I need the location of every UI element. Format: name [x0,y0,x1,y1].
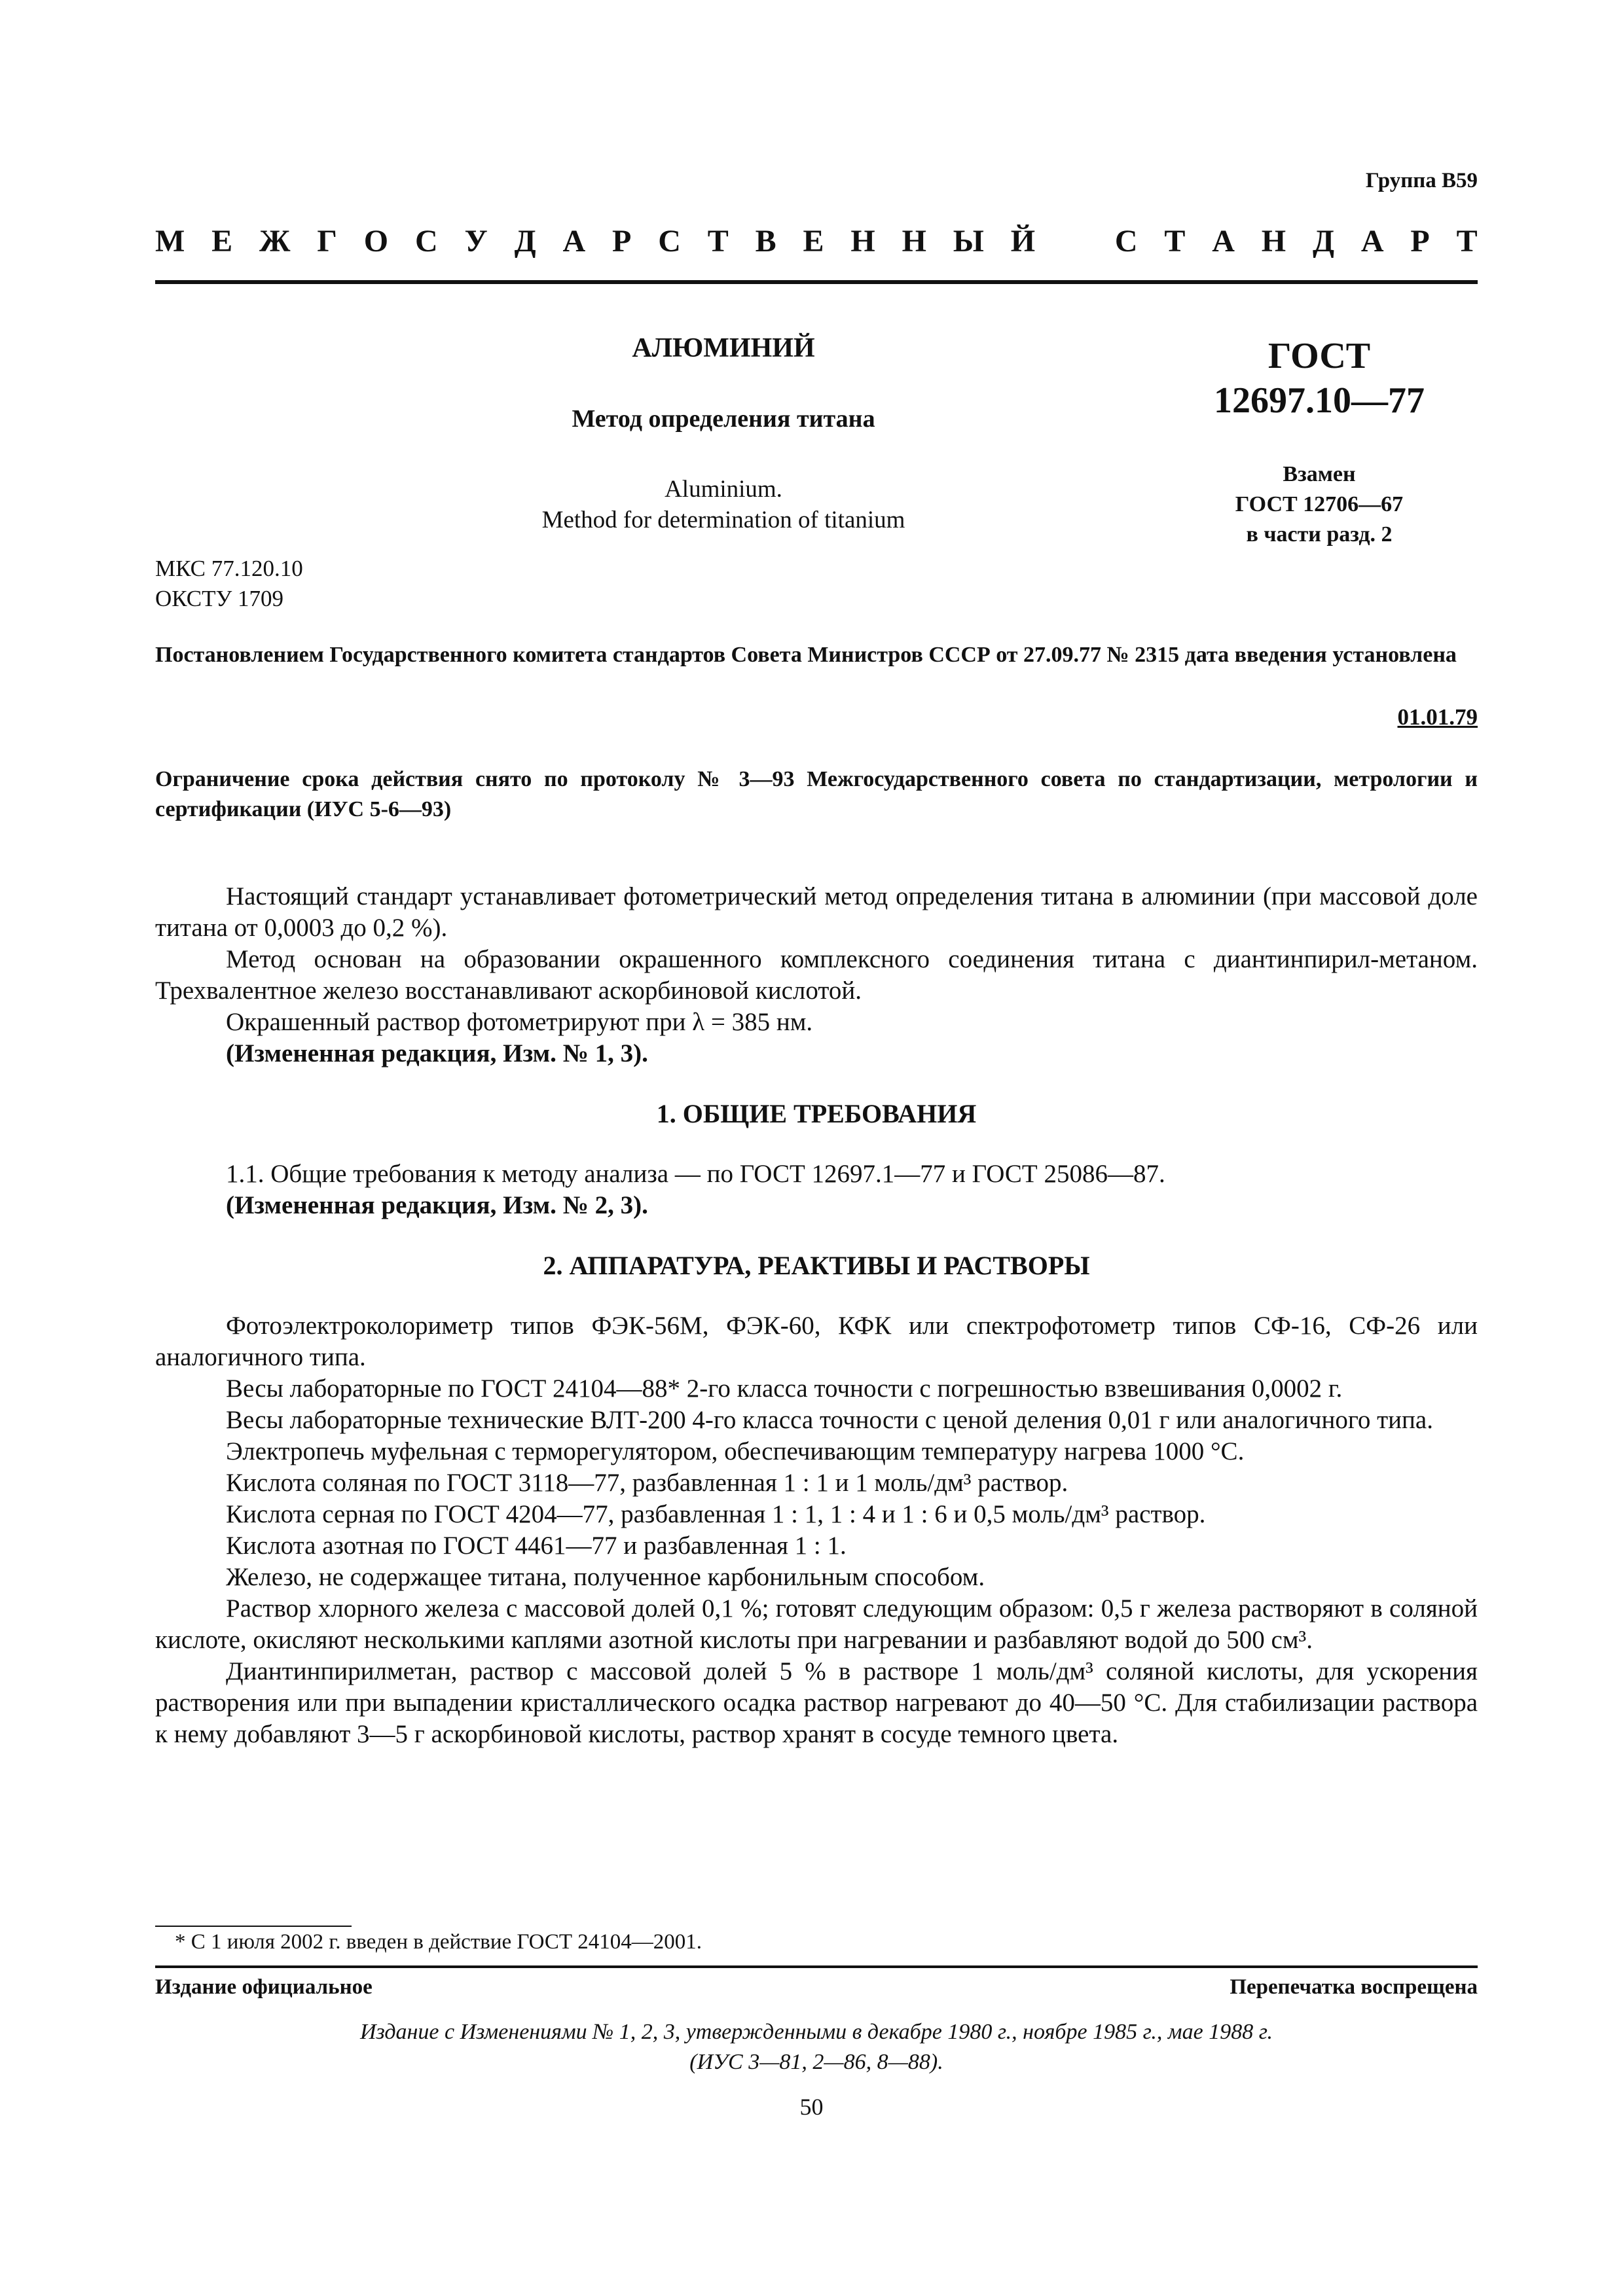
classification-codes [155,554,303,614]
replaces-line: в части разд. 2 [1246,522,1393,547]
document-title: АЛЮМИНИЙ [632,333,815,363]
header-letter: М [155,223,185,259]
header-letter: Н [1261,223,1286,259]
header-letter: Т [707,223,729,259]
header-letter: С [658,223,681,259]
replaces-line: ГОСТ 12706—67 [1235,492,1404,516]
section-heading: 1. ОБЩИЕ ТРЕБОВАНИЯ [656,1099,977,1128]
header-letter: А [562,223,586,259]
restriction-note: Ограничение срока действия снято по протоколу № 3—93 Межгосударственного совета по стандартизации, метрологии и сертификации (ИУС 5-6—93) [155,767,1478,821]
list-item: Кислота серная по ГОСТ 4204—77, разбавленная 1 : 1, 1 : 4 и 1 : 6 и 0,5 моль/дм³ раствор. [226,1500,1206,1528]
paragraph: Метод основан на образовании окрашенного комплексного соединения титана с диантинпирил-метаном. Трехвалентное железо восстанавливают аскорбиновой кислотой. [155,945,1478,1005]
replaces-line: Взамен [1283,462,1356,486]
list-item: Кислота азотная по ГОСТ 4461—77 и разбавленная 1 : 1. [226,1532,847,1560]
header-letter: Н [850,223,875,259]
header-letter: Р [1410,223,1430,259]
list-item: Фотоэлектроколориметр типов ФЭК-56М, ФЭК-60, КФК или спектрофотометр типов СФ-16, СФ-26 или аналогичного типа. [155,1312,1478,1371]
edition-note-line: Издание с Изменениями № 1, 2, 3, утвержденными в декабре 1980 г., ноябре 1985 г., мае 1988 г. [359,2020,1273,2044]
paragraph: Настоящий стандарт устанавливает фотометрический метод определения титана в алюминии (при массовой доле титана от 0,0003 до 0,2 %). [155,882,1478,942]
introduction-date: 01.01.79 [1397,704,1478,730]
list-item: Электропечь муфельная с терморегулятором, обеспечивающим температуру нагрева 1000 °С. [226,1437,1245,1465]
header-letter: Е [211,223,233,259]
header-letter: О [363,223,389,259]
list-item: Кислота соляная по ГОСТ 3118—77, разбавленная 1 : 1 и 1 моль/дм³ раствор. [226,1469,1068,1497]
header-letter: Д [1312,223,1335,259]
okstu-code: ОКСТУ 1709 [155,586,284,611]
mks-code: МКС 77.120.10 [155,556,303,581]
gost-number: 12697.10—77 [1214,380,1425,421]
title-block [393,332,1054,535]
header-letter: Т [1164,223,1186,259]
header-letter: Д [514,223,536,259]
group-label: Группа В59 [1365,169,1478,192]
footnote: * С 1 июля 2002 г. введен в действие ГОСТ 24104—2001. [175,1930,702,1954]
header-letter: А [1212,223,1235,259]
english-title-line: Method for determination of titanium [541,507,905,533]
edition-note-line: (ИУС 3—81, 2—86, 8—88). [689,2050,943,2074]
decree-text: Постановлением Государственного комитета стандартов Совета Министров СССР от 27.09.77 № 2315 дата введения установлена [155,643,1457,667]
header-letter: Р [612,223,632,259]
english-title-line: Aluminium. [665,476,782,503]
english-title [393,474,1054,535]
header-letter: У [464,223,488,259]
amendment-note: (Измененная редакция, Изм. № 1, 3). [226,1039,648,1067]
amendment-note: (Измененная редакция, Изм. № 2, 3). [226,1191,648,1219]
header-letter: А [1360,223,1384,259]
list-item: Весы лабораторные по ГОСТ 24104—88* 2-го класса точности с погрешностью взвешивания 0,0002 г. [226,1374,1343,1403]
gost-label: ГОСТ [1267,336,1371,376]
interstate-standard-header [155,221,1478,260]
header-letter: Й [1010,223,1036,259]
gost-block [1165,334,1473,550]
footnote-divider [155,1926,352,1927]
list-item: Диантинпирилметан, раствор с массовой долей 5 % в растворе 1 моль/дм³ соляной кислоты, для ускорения растворения или при выпадении кристаллического осадка раствор нагревают до 40—50 °С. Для стабилизации раствора к нему добавляют 3—5 г аскорбиновой кислоты, раствор хранят в сосуде темного цвета. [155,1657,1478,1748]
reprint-forbidden-label: Перепечатка воспрещена [1230,1975,1478,1999]
section-heading: 2. АППАРАТУРА, РЕАКТИВЫ И РАСТВОРЫ [543,1251,1090,1280]
document-body [155,881,1478,1750]
paragraph: 1.1. Общие требования к методу анализа — по ГОСТ 12697.1—77 и ГОСТ 25086—87. [226,1160,1165,1188]
header-letter: Ж [259,223,291,259]
header-letter: С [1114,223,1138,259]
header-letter: Н [902,223,926,259]
edition-row [155,1975,1478,2000]
page-number: 50 [799,2094,824,2120]
header-letter: Т [1456,223,1478,259]
header-divider [155,280,1478,284]
header-letter: С [414,223,438,259]
document-subtitle: Метод определения титана [572,405,875,433]
edition-note [155,2017,1478,2077]
header-letter: Ы [953,223,984,259]
list-item: Весы лабораторные технические ВЛТ-200 4-го класса точности с ценой деления 0,01 г или аналогичного типа. [226,1406,1433,1434]
paragraph: Окрашенный раствор фотометрируют при λ = 385 нм. [226,1008,813,1036]
replaces-note [1165,459,1473,550]
header-letter: Г [317,223,337,259]
header-letter: В [755,223,776,259]
list-item: Раствор хлорного железа с массовой долей 0,1 %; готовят следующим образом: 0,5 г железа растворяют в соляной кислоте, окисляют несколькими каплями азотной кислоты при нагревании и разбавляют водой до 500 см³. [155,1594,1478,1654]
official-edition-label: Издание официальное [155,1975,373,1999]
list-item: Железо, не содержащее титана, полученное карбонильным способом. [226,1563,985,1591]
footer-divider [155,1965,1478,1968]
header-letter: Е [803,223,824,259]
